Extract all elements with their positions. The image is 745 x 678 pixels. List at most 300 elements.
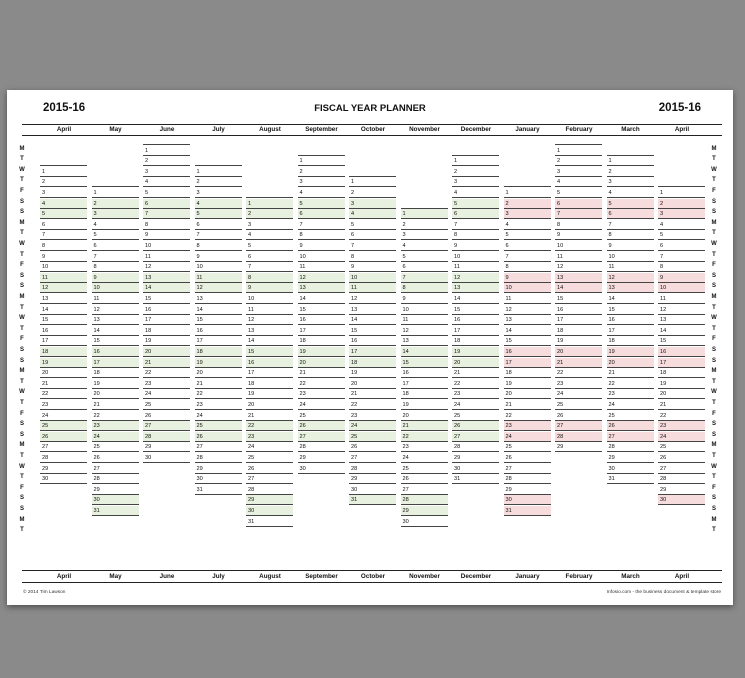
day-cell[interactable]: 21 — [195, 379, 242, 389]
day-cell[interactable]: 20 — [298, 358, 345, 368]
day-cell[interactable]: 31 — [607, 474, 654, 484]
day-cell[interactable]: 28 — [658, 474, 705, 484]
day-cell[interactable]: 24 — [246, 442, 293, 452]
day-cell[interactable]: 8 — [555, 220, 602, 230]
day-cell[interactable]: 22 — [195, 389, 242, 399]
day-cell[interactable]: 3 — [401, 230, 448, 240]
day-cell[interactable]: 4 — [143, 177, 190, 187]
day-cell[interactable]: 22 — [607, 379, 654, 389]
day-cell[interactable]: 1 — [349, 177, 396, 187]
day-cell[interactable]: 24 — [504, 432, 551, 442]
day-cell[interactable]: 27 — [298, 432, 345, 442]
day-cell[interactable]: 19 — [555, 336, 602, 346]
day-cell[interactable]: 15 — [246, 347, 293, 357]
day-cell[interactable]: 27 — [658, 464, 705, 474]
day-cell[interactable]: 29 — [298, 453, 345, 463]
day-cell[interactable]: 19 — [195, 358, 242, 368]
day-cell[interactable]: 21 — [143, 358, 190, 368]
day-cell[interactable]: 7 — [143, 209, 190, 219]
day-cell[interactable]: 14 — [452, 294, 499, 304]
day-cell[interactable]: 21 — [504, 400, 551, 410]
day-cell[interactable]: 18 — [349, 358, 396, 368]
day-cell[interactable]: 5 — [504, 230, 551, 240]
day-cell[interactable]: 26 — [40, 432, 87, 442]
day-cell[interactable]: 12 — [195, 283, 242, 293]
day-cell[interactable]: 23 — [504, 421, 551, 431]
day-cell[interactable]: 18 — [658, 368, 705, 378]
day-cell[interactable]: 7 — [452, 220, 499, 230]
day-cell[interactable]: 26 — [555, 411, 602, 421]
day-cell[interactable]: 8 — [298, 230, 345, 240]
day-cell[interactable]: 10 — [401, 305, 448, 315]
day-cell[interactable]: 23 — [298, 389, 345, 399]
day-cell[interactable]: 20 — [658, 389, 705, 399]
day-cell[interactable]: 16 — [452, 315, 499, 325]
day-cell[interactable]: 13 — [658, 315, 705, 325]
day-cell[interactable]: 11 — [607, 262, 654, 272]
day-cell[interactable]: 3 — [607, 177, 654, 187]
day-cell[interactable]: 20 — [452, 358, 499, 368]
day-cell[interactable]: 13 — [195, 294, 242, 304]
day-cell[interactable]: 10 — [40, 262, 87, 272]
day-cell[interactable]: 12 — [40, 283, 87, 293]
day-cell[interactable]: 6 — [555, 199, 602, 209]
day-cell[interactable]: 14 — [401, 347, 448, 357]
day-cell[interactable]: 20 — [92, 389, 139, 399]
day-cell[interactable]: 6 — [658, 241, 705, 251]
day-cell[interactable]: 15 — [40, 315, 87, 325]
day-cell[interactable]: 26 — [298, 421, 345, 431]
day-cell[interactable]: 17 — [555, 315, 602, 325]
day-cell[interactable]: 5 — [658, 230, 705, 240]
day-cell[interactable]: 10 — [195, 262, 242, 272]
day-cell[interactable]: 30 — [607, 464, 654, 474]
day-cell[interactable]: 9 — [143, 230, 190, 240]
day-cell[interactable]: 30 — [401, 517, 448, 527]
day-cell[interactable]: 26 — [607, 421, 654, 431]
day-cell[interactable]: 3 — [349, 199, 396, 209]
day-cell[interactable]: 30 — [298, 464, 345, 474]
day-cell[interactable]: 27 — [349, 453, 396, 463]
day-cell[interactable]: 12 — [401, 326, 448, 336]
day-cell[interactable]: 24 — [195, 411, 242, 421]
day-cell[interactable]: 23 — [607, 389, 654, 399]
day-cell[interactable]: 10 — [349, 273, 396, 283]
day-cell[interactable]: 28 — [504, 474, 551, 484]
day-cell[interactable]: 22 — [246, 421, 293, 431]
day-cell[interactable]: 10 — [298, 252, 345, 262]
day-cell[interactable]: 7 — [195, 230, 242, 240]
day-cell[interactable]: 21 — [298, 368, 345, 378]
day-cell[interactable]: 6 — [607, 209, 654, 219]
day-cell[interactable]: 13 — [401, 336, 448, 346]
day-cell[interactable]: 15 — [92, 336, 139, 346]
day-cell[interactable]: 29 — [40, 464, 87, 474]
day-cell[interactable]: 4 — [607, 188, 654, 198]
day-cell[interactable]: 19 — [349, 368, 396, 378]
day-cell[interactable]: 28 — [246, 485, 293, 495]
day-cell[interactable]: 12 — [143, 262, 190, 272]
day-cell[interactable]: 16 — [298, 315, 345, 325]
day-cell[interactable]: 18 — [555, 326, 602, 336]
day-cell[interactable]: 26 — [143, 411, 190, 421]
day-cell[interactable]: 25 — [40, 421, 87, 431]
day-cell[interactable]: 24 — [658, 432, 705, 442]
day-cell[interactable]: 28 — [298, 442, 345, 452]
day-cell[interactable]: 14 — [246, 336, 293, 346]
day-cell[interactable]: 4 — [92, 220, 139, 230]
day-cell[interactable]: 26 — [92, 453, 139, 463]
day-cell[interactable]: 15 — [143, 294, 190, 304]
day-cell[interactable]: 28 — [40, 453, 87, 463]
day-cell[interactable]: 22 — [349, 400, 396, 410]
day-cell[interactable]: 18 — [504, 368, 551, 378]
day-cell[interactable]: 27 — [452, 432, 499, 442]
day-cell[interactable]: 21 — [401, 421, 448, 431]
day-cell[interactable]: 4 — [401, 241, 448, 251]
day-cell[interactable]: 4 — [555, 177, 602, 187]
day-cell[interactable]: 18 — [452, 336, 499, 346]
day-cell[interactable]: 9 — [246, 283, 293, 293]
day-cell[interactable]: 15 — [555, 294, 602, 304]
day-cell[interactable]: 12 — [607, 273, 654, 283]
day-cell[interactable]: 12 — [92, 305, 139, 315]
day-cell[interactable]: 15 — [195, 315, 242, 325]
day-cell[interactable]: 9 — [658, 273, 705, 283]
day-cell[interactable]: 17 — [401, 379, 448, 389]
day-cell[interactable]: 19 — [452, 347, 499, 357]
day-cell[interactable]: 23 — [40, 400, 87, 410]
day-cell[interactable]: 9 — [349, 262, 396, 272]
day-cell[interactable]: 27 — [40, 442, 87, 452]
day-cell[interactable]: 7 — [92, 252, 139, 262]
day-cell[interactable]: 16 — [504, 347, 551, 357]
day-cell[interactable]: 29 — [452, 453, 499, 463]
day-cell[interactable]: 1 — [298, 156, 345, 166]
day-cell[interactable]: 20 — [401, 411, 448, 421]
day-cell[interactable]: 2 — [298, 167, 345, 177]
day-cell[interactable]: 26 — [452, 421, 499, 431]
day-cell[interactable]: 3 — [298, 177, 345, 187]
day-cell[interactable]: 10 — [504, 283, 551, 293]
day-cell[interactable]: 2 — [452, 167, 499, 177]
day-cell[interactable]: 10 — [92, 283, 139, 293]
day-cell[interactable]: 25 — [658, 442, 705, 452]
day-cell[interactable]: 27 — [555, 421, 602, 431]
day-cell[interactable]: 12 — [658, 305, 705, 315]
day-cell[interactable]: 15 — [401, 358, 448, 368]
day-cell[interactable]: 13 — [298, 283, 345, 293]
day-cell[interactable]: 8 — [40, 241, 87, 251]
day-cell[interactable]: 5 — [92, 230, 139, 240]
day-cell[interactable]: 29 — [607, 453, 654, 463]
day-cell[interactable]: 4 — [40, 199, 87, 209]
day-cell[interactable]: 31 — [195, 485, 242, 495]
day-cell[interactable]: 23 — [143, 379, 190, 389]
day-cell[interactable]: 24 — [40, 411, 87, 421]
day-cell[interactable]: 6 — [92, 241, 139, 251]
day-cell[interactable]: 3 — [555, 167, 602, 177]
day-cell[interactable]: 2 — [401, 220, 448, 230]
day-cell[interactable]: 29 — [555, 442, 602, 452]
day-cell[interactable]: 13 — [246, 326, 293, 336]
day-cell[interactable]: 11 — [452, 262, 499, 272]
day-cell[interactable]: 3 — [246, 220, 293, 230]
day-cell[interactable]: 1 — [195, 167, 242, 177]
day-cell[interactable]: 14 — [143, 283, 190, 293]
day-cell[interactable]: 4 — [504, 220, 551, 230]
day-cell[interactable]: 8 — [143, 220, 190, 230]
day-cell[interactable]: 8 — [607, 230, 654, 240]
day-cell[interactable]: 9 — [40, 252, 87, 262]
day-cell[interactable]: 8 — [349, 252, 396, 262]
day-cell[interactable]: 1 — [452, 156, 499, 166]
day-cell[interactable]: 2 — [555, 156, 602, 166]
day-cell[interactable]: 12 — [349, 294, 396, 304]
day-cell[interactable]: 14 — [607, 294, 654, 304]
day-cell[interactable]: 21 — [658, 400, 705, 410]
day-cell[interactable]: 4 — [349, 209, 396, 219]
day-cell[interactable]: 7 — [504, 252, 551, 262]
day-cell[interactable]: 6 — [195, 220, 242, 230]
day-cell[interactable]: 21 — [452, 368, 499, 378]
day-cell[interactable]: 9 — [555, 230, 602, 240]
day-cell[interactable]: 7 — [349, 241, 396, 251]
day-cell[interactable]: 11 — [92, 294, 139, 304]
day-cell[interactable]: 22 — [658, 411, 705, 421]
day-cell[interactable]: 20 — [607, 358, 654, 368]
day-cell[interactable]: 2 — [504, 199, 551, 209]
day-cell[interactable]: 17 — [504, 358, 551, 368]
day-cell[interactable]: 17 — [40, 336, 87, 346]
day-cell[interactable]: 28 — [349, 464, 396, 474]
day-cell[interactable]: 21 — [92, 400, 139, 410]
day-cell[interactable]: 15 — [504, 336, 551, 346]
day-cell[interactable]: 26 — [349, 442, 396, 452]
day-cell[interactable]: 10 — [607, 252, 654, 262]
day-cell[interactable]: 4 — [195, 199, 242, 209]
day-cell[interactable]: 7 — [246, 262, 293, 272]
day-cell[interactable]: 9 — [401, 294, 448, 304]
day-cell[interactable]: 29 — [504, 485, 551, 495]
day-cell[interactable]: 20 — [246, 400, 293, 410]
day-cell[interactable]: 23 — [92, 421, 139, 431]
day-cell[interactable]: 20 — [143, 347, 190, 357]
day-cell[interactable]: 10 — [555, 241, 602, 251]
day-cell[interactable]: 14 — [555, 283, 602, 293]
day-cell[interactable]: 3 — [658, 209, 705, 219]
day-cell[interactable]: 31 — [92, 506, 139, 516]
day-cell[interactable]: 14 — [658, 326, 705, 336]
day-cell[interactable]: 11 — [246, 305, 293, 315]
day-cell[interactable]: 5 — [401, 252, 448, 262]
day-cell[interactable]: 16 — [92, 347, 139, 357]
day-cell[interactable]: 3 — [40, 188, 87, 198]
day-cell[interactable]: 23 — [246, 432, 293, 442]
day-cell[interactable]: 13 — [143, 273, 190, 283]
day-cell[interactable]: 31 — [349, 495, 396, 505]
day-cell[interactable]: 30 — [349, 485, 396, 495]
day-cell[interactable]: 15 — [349, 326, 396, 336]
day-cell[interactable]: 28 — [143, 432, 190, 442]
day-cell[interactable]: 12 — [298, 273, 345, 283]
day-cell[interactable]: 11 — [504, 294, 551, 304]
day-cell[interactable]: 25 — [92, 442, 139, 452]
day-cell[interactable]: 18 — [298, 336, 345, 346]
day-cell[interactable]: 30 — [452, 464, 499, 474]
day-cell[interactable]: 29 — [143, 442, 190, 452]
day-cell[interactable]: 7 — [658, 252, 705, 262]
day-cell[interactable]: 8 — [246, 273, 293, 283]
day-cell[interactable]: 4 — [452, 188, 499, 198]
day-cell[interactable]: 11 — [143, 252, 190, 262]
day-cell[interactable]: 6 — [143, 199, 190, 209]
day-cell[interactable]: 25 — [555, 400, 602, 410]
day-cell[interactable]: 18 — [40, 347, 87, 357]
day-cell[interactable]: 19 — [92, 379, 139, 389]
day-cell[interactable]: 15 — [658, 336, 705, 346]
day-cell[interactable]: 18 — [246, 379, 293, 389]
day-cell[interactable]: 27 — [246, 474, 293, 484]
day-cell[interactable]: 16 — [555, 305, 602, 315]
day-cell[interactable]: 17 — [658, 358, 705, 368]
day-cell[interactable]: 17 — [452, 326, 499, 336]
day-cell[interactable]: 22 — [92, 411, 139, 421]
day-cell[interactable]: 18 — [143, 326, 190, 336]
day-cell[interactable]: 16 — [246, 358, 293, 368]
day-cell[interactable]: 8 — [195, 241, 242, 251]
day-cell[interactable]: 24 — [92, 432, 139, 442]
day-cell[interactable]: 30 — [143, 453, 190, 463]
day-cell[interactable]: 11 — [195, 273, 242, 283]
day-cell[interactable]: 19 — [658, 379, 705, 389]
day-cell[interactable]: 5 — [298, 199, 345, 209]
day-cell[interactable]: 24 — [349, 421, 396, 431]
day-cell[interactable]: 3 — [143, 167, 190, 177]
day-cell[interactable]: 6 — [246, 252, 293, 262]
day-cell[interactable]: 28 — [92, 474, 139, 484]
day-cell[interactable]: 24 — [401, 453, 448, 463]
day-cell[interactable]: 12 — [452, 273, 499, 283]
day-cell[interactable]: 7 — [40, 230, 87, 240]
day-cell[interactable]: 12 — [504, 305, 551, 315]
day-cell[interactable]: 19 — [246, 389, 293, 399]
day-cell[interactable]: 26 — [504, 453, 551, 463]
day-cell[interactable]: 19 — [607, 347, 654, 357]
day-cell[interactable]: 24 — [607, 400, 654, 410]
day-cell[interactable]: 29 — [246, 495, 293, 505]
day-cell[interactable]: 11 — [555, 252, 602, 262]
day-cell[interactable]: 1 — [401, 209, 448, 219]
day-cell[interactable]: 26 — [401, 474, 448, 484]
day-cell[interactable]: 17 — [607, 326, 654, 336]
day-cell[interactable]: 2 — [92, 199, 139, 209]
day-cell[interactable]: 21 — [349, 389, 396, 399]
day-cell[interactable]: 8 — [504, 262, 551, 272]
day-cell[interactable]: 11 — [658, 294, 705, 304]
day-cell[interactable]: 5 — [143, 188, 190, 198]
day-cell[interactable]: 15 — [607, 305, 654, 315]
day-cell[interactable]: 25 — [401, 464, 448, 474]
day-cell[interactable]: 18 — [607, 336, 654, 346]
day-cell[interactable]: 9 — [298, 241, 345, 251]
day-cell[interactable]: 21 — [246, 411, 293, 421]
day-cell[interactable]: 26 — [195, 432, 242, 442]
day-cell[interactable]: 23 — [195, 400, 242, 410]
day-cell[interactable]: 30 — [195, 474, 242, 484]
day-cell[interactable]: 28 — [452, 442, 499, 452]
day-cell[interactable]: 23 — [401, 442, 448, 452]
day-cell[interactable]: 9 — [92, 273, 139, 283]
day-cell[interactable]: 22 — [401, 432, 448, 442]
day-cell[interactable]: 5 — [40, 209, 87, 219]
day-cell[interactable]: 24 — [298, 400, 345, 410]
day-cell[interactable]: 13 — [504, 315, 551, 325]
day-cell[interactable]: 31 — [504, 506, 551, 516]
day-cell[interactable]: 15 — [452, 305, 499, 315]
day-cell[interactable]: 31 — [246, 517, 293, 527]
day-cell[interactable]: 11 — [40, 273, 87, 283]
day-cell[interactable]: 3 — [504, 209, 551, 219]
day-cell[interactable]: 3 — [452, 177, 499, 187]
day-cell[interactable]: 27 — [143, 421, 190, 431]
day-cell[interactable]: 14 — [349, 315, 396, 325]
day-cell[interactable]: 14 — [298, 294, 345, 304]
day-cell[interactable]: 22 — [452, 379, 499, 389]
day-cell[interactable]: 8 — [658, 262, 705, 272]
day-cell[interactable]: 29 — [195, 464, 242, 474]
day-cell[interactable]: 29 — [658, 485, 705, 495]
day-cell[interactable]: 5 — [555, 188, 602, 198]
day-cell[interactable]: 22 — [298, 379, 345, 389]
day-cell[interactable]: 2 — [658, 199, 705, 209]
day-cell[interactable]: 16 — [401, 368, 448, 378]
day-cell[interactable]: 19 — [298, 347, 345, 357]
day-cell[interactable]: 2 — [143, 156, 190, 166]
day-cell[interactable]: 3 — [92, 209, 139, 219]
day-cell[interactable]: 30 — [504, 495, 551, 505]
day-cell[interactable]: 1 — [143, 146, 190, 156]
day-cell[interactable]: 29 — [349, 474, 396, 484]
day-cell[interactable]: 25 — [349, 432, 396, 442]
day-cell[interactable]: 21 — [40, 379, 87, 389]
day-cell[interactable]: 13 — [349, 305, 396, 315]
day-cell[interactable]: 24 — [555, 389, 602, 399]
day-cell[interactable]: 24 — [143, 389, 190, 399]
day-cell[interactable]: 25 — [504, 442, 551, 452]
day-cell[interactable]: 25 — [298, 411, 345, 421]
day-cell[interactable]: 9 — [504, 273, 551, 283]
day-cell[interactable]: 18 — [92, 368, 139, 378]
day-cell[interactable]: 14 — [40, 305, 87, 315]
day-cell[interactable]: 16 — [40, 326, 87, 336]
day-cell[interactable]: 21 — [555, 358, 602, 368]
day-cell[interactable]: 19 — [401, 400, 448, 410]
day-cell[interactable]: 20 — [504, 389, 551, 399]
day-cell[interactable]: 28 — [195, 453, 242, 463]
day-cell[interactable]: 23 — [349, 411, 396, 421]
day-cell[interactable]: 2 — [195, 177, 242, 187]
day-cell[interactable]: 16 — [607, 315, 654, 325]
day-cell[interactable]: 22 — [143, 368, 190, 378]
day-cell[interactable]: 23 — [658, 421, 705, 431]
day-cell[interactable]: 30 — [246, 506, 293, 516]
day-cell[interactable]: 5 — [349, 220, 396, 230]
day-cell[interactable]: 25 — [195, 421, 242, 431]
day-cell[interactable]: 17 — [246, 368, 293, 378]
day-cell[interactable]: 23 — [555, 379, 602, 389]
day-cell[interactable]: 10 — [246, 294, 293, 304]
